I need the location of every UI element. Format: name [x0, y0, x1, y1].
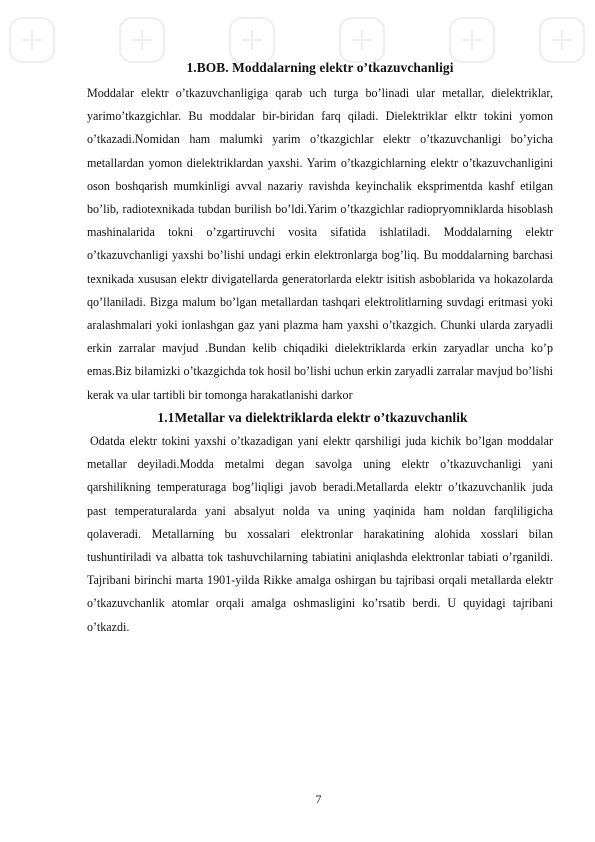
watermark-glyph [450, 18, 494, 62]
section-paragraph: Odatda elektr tokini yaxshi o’tkazadigan yani elektr qarshiligi juda kichik bo’lgan moddalar metallar deyiladi.Modda metalmi degan savolga uning elektr o’tkazuvchanligi yani qarshilikning temperaturaga bog’liqligi javob beradi.Metallarda elektr o’tkazuvchanlik juda past temperaturalarda yani absalyut nolda va uning yaqinida ham noldan farqliligicha qolaveradi. Metallarning bu xossalari elektronlar harakatining alohida xosslari bilan tushuntiriladi va albatta tok tashuvchilarning tabiatini aniqlashda elektronlar tabiati o’rganildi. Tajribani birinchi marta 1901-yilda Rikke amalga oshirgan bu tajribasi orqali metallarda elektr o’tkazuvchanlik atomlar orqali amalga oshmasligini ko’rsatib berdi. U quyidagi tajribani o’tkazdi. [87, 434, 553, 634]
chapter-heading: 1.BOB. Moddalarning elektr o’tkazuvchanligi [186, 60, 454, 75]
page-number: 7 [315, 792, 322, 806]
watermark-glyph [10, 18, 54, 62]
chapter-paragraph: Moddalar elektr o’tkazuvchanligiga qarab uch turga bo’linadi ular metallar, dielektriklar, yarimo’tkazgichlar. Bu moddalar bir-biridan farq qiladi. Dielektriklar elktr tokini yomon o’tkazadi.Nomidan ham malumki yarim o’tkazgichlar elektr o’tkazuvchanligi bo’yicha metallardan yomon dielektriklardan yaxshi. Yarim o’tkazgichlarning elektr o’tkazuvchanligini oson boshqarish mumkinligi avval nazariy ravishda keyinchalik eksprimentda kashf etilgan bo’lib, radiotexnikada tubdan burilish bo’ldi.Yarim o’tkazgichlar radiopryomniklarda hisoblash mashinalarida tokni o’zgartiruvchi vosita sifatida ishlatiladi. Moddalarning elektr o’tkazuvchanligi yaxshi bo’lishi undagi erkin elektronlarga bog’liq. Bu moddalarning barchasi texnikada xususan elektr divigatellarda generatorlarda elektr isitish asboblarida va hokazolarda qo’llaniladi. Bizga malum bo’lgan metallardan tashqari elektrolitlarning suvdagi eritmasi yoki aralashmalari yoki ionlashgan gaz yani plazma ham yaxshi o’tkazgich. Chunki ularda zaryadli erkin zarralar mavjud .Bundan kelib chiqadiki dielektriklarda erkin zaryadlar uncha ko’p emas.Biz bilamizki o’tkazgichda tok hosil bo’lishi uchun erkin zaryadli zarralar mavjud bo’lishi kerak va ular tartibli bir tomonga harakatlanishi darkor [87, 86, 553, 402]
section-heading: 1.1Metallar va dielektriklarda elektr o’tkazuvchanlik [157, 410, 468, 425]
watermark-glyph [540, 18, 584, 62]
watermark-glyph [230, 18, 274, 62]
watermark-glyph [340, 18, 384, 62]
watermark-glyph [120, 18, 164, 62]
